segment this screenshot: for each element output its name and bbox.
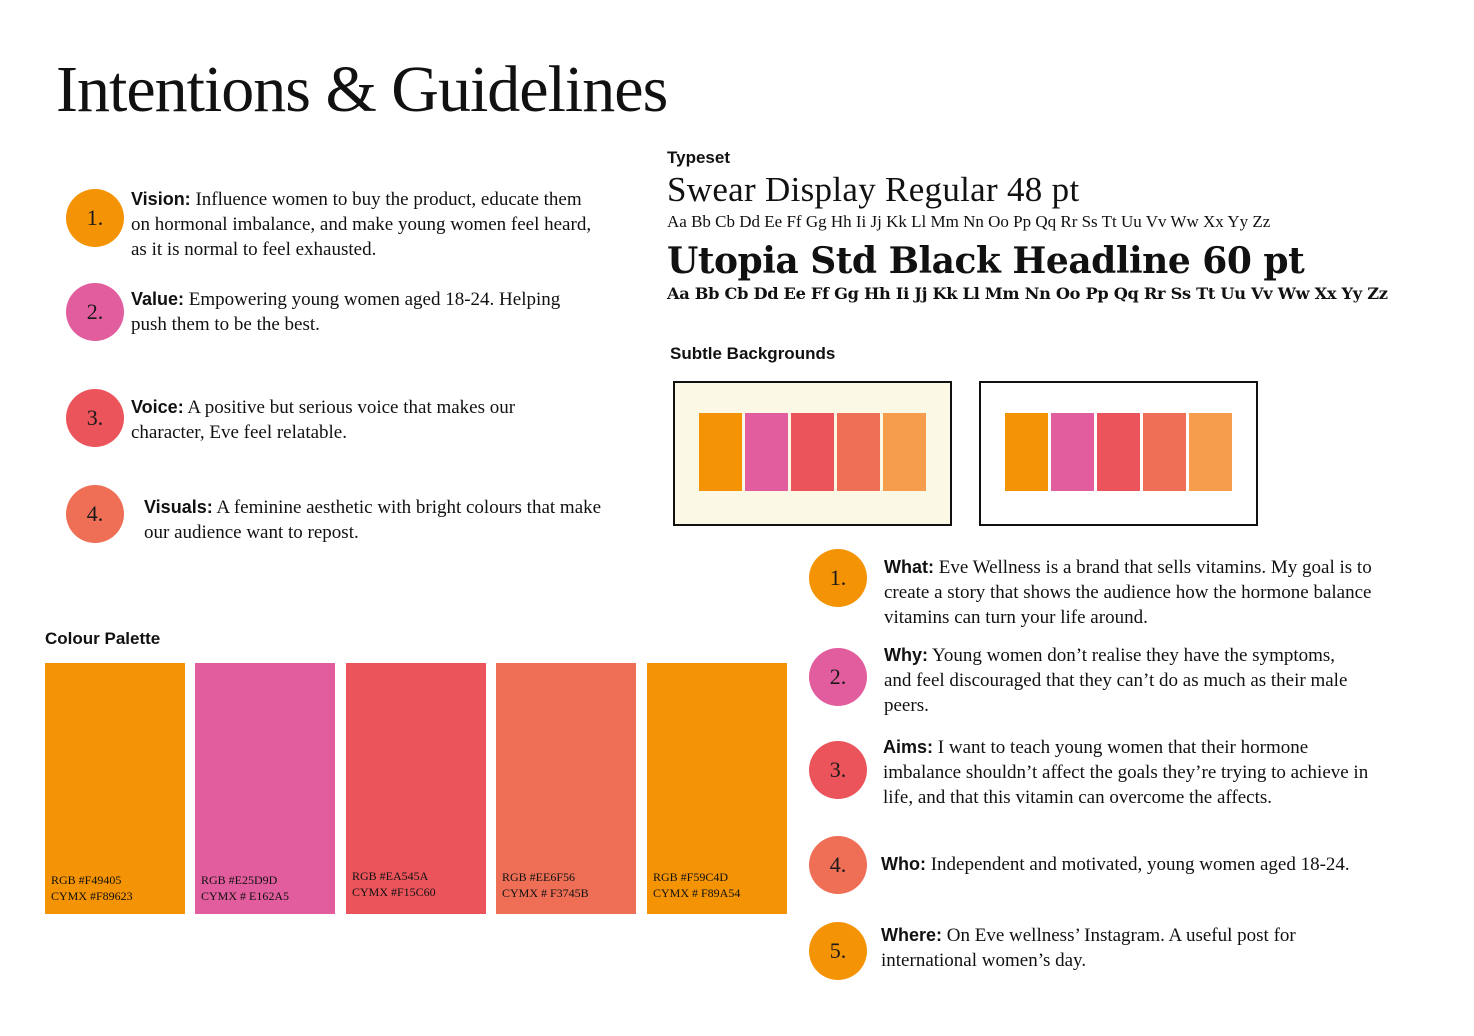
strip-orange (1005, 413, 1048, 491)
cream-background-sample (673, 381, 952, 526)
swatch-rgb: RGB #EE6F56 (502, 870, 576, 884)
brief-body: On Eve wellness’ Instagram. A useful post for international women’s day. (881, 925, 1296, 971)
swatch-orange (45, 663, 185, 914)
swatch-rgb: RGB #E25D9D (201, 873, 278, 887)
brief-why (884, 643, 1354, 718)
intention-body: A feminine aesthetic with bright colours that make our audience want to repost. (144, 497, 602, 543)
font2-alphabet: Aa Bb Cb Dd Ee Ff Gg Hh Ii Jj Kk Ll Mm Nn Oo Pp Qq Rr Ss Tt Uu Vv Ww Xx Yy Zz (667, 284, 1388, 303)
swatch-light-orange (647, 663, 787, 914)
swatch-cmyk: CYMX #F15C60 (352, 885, 436, 899)
backgrounds-heading: Subtle Backgrounds (670, 344, 836, 363)
swatch-cmyk: CYMX #F89623 (51, 889, 133, 903)
swatch-cmyk: CYMX # F89A54 (653, 886, 741, 900)
font2-sample: Utopia Std Black Headline 60 pt (667, 240, 1305, 282)
brief-aims (883, 735, 1373, 810)
intention-vision (131, 187, 601, 262)
intention-value (131, 287, 561, 337)
brief-number-5: 5. (809, 922, 867, 980)
swatch-cmyk: CYMX # F3745B (502, 886, 589, 900)
brief-what (884, 555, 1374, 630)
strip-pink (1051, 413, 1094, 491)
swatch-coral (496, 663, 636, 914)
swatch-cmyk: CYMX # E162A5 (201, 889, 290, 903)
palette-heading: Colour Palette (45, 629, 161, 648)
strip-red (791, 413, 834, 491)
brief-number-1: 1. (809, 549, 867, 607)
brief-body: I want to teach young women that their hormone imbalance shouldn’t affect the goals they’re trying to achieve in life, and that this vitamin can overcome the affects. (883, 737, 1369, 808)
brief-label: Aims: (883, 737, 934, 757)
swatch-rgb: RGB #F49405 (51, 873, 122, 887)
brief-body: Independent and motivated, young women aged 18-24. (925, 854, 1350, 875)
brief-number-3: 3. (809, 741, 867, 799)
brief-who (881, 852, 1361, 877)
white-background-sample (979, 381, 1258, 526)
brief-number-2: 2. (809, 648, 867, 706)
strip-orange (699, 413, 742, 491)
brief-number-4: 4. (809, 836, 867, 894)
strip-red (1097, 413, 1140, 491)
font1-sample: Swear Display Regular 48 pt (667, 170, 1080, 209)
intention-body: Influence women to buy the product, educate them on hormonal imbalance, and make young women feel heard, as it is normal to feel exhausted. (131, 189, 592, 260)
swatch-codes (352, 868, 436, 900)
brief-where (881, 923, 1351, 973)
intention-label: Value: (131, 289, 185, 309)
intention-number-4: 4. (66, 485, 124, 543)
intention-body: Empowering young women aged 18-24. Helping push them to be the best. (131, 289, 561, 335)
intention-label: Vision: (131, 189, 191, 209)
swatch-rgb: RGB #EA545A (352, 869, 429, 883)
intention-number-2: 2. (66, 283, 124, 341)
swatch-pink (195, 663, 335, 914)
brief-label: Who: (881, 854, 926, 874)
intention-number-1: 1. (66, 189, 124, 247)
typeset-heading: Typeset (667, 148, 730, 167)
brief-body: Eve Wellness is a brand that sells vitamins. My goal is to create a story that shows the audience how the hormone balance vitamins can turn your life around. (884, 557, 1372, 628)
font1-alphabet: Aa Bb Cb Dd Ee Ff Gg Hh Ii Jj Kk Ll Mm Nn Oo Pp Qq Rr Ss Tt Uu Vv Ww Xx Yy Zz (667, 212, 1271, 231)
intention-number-3: 3. (66, 389, 124, 447)
intention-label: Visuals: (144, 497, 213, 517)
strip-pink (745, 413, 788, 491)
brief-label: What: (884, 557, 934, 577)
page-title: Intentions & Guidelines (56, 53, 668, 126)
swatch-codes (502, 869, 589, 901)
strip-coral (837, 413, 880, 491)
intention-label: Voice: (131, 397, 184, 417)
swatch-codes (653, 869, 740, 901)
strip-coral (1143, 413, 1186, 491)
brief-label: Where: (881, 925, 943, 945)
swatch-rgb: RGB #F59C4D (653, 870, 729, 884)
intention-visuals (144, 495, 604, 545)
swatch-red (346, 663, 486, 914)
brief-body: Young women don’t realise they have the symptoms, and feel discouraged that they can’t do as much as their male peers. (884, 645, 1348, 716)
intention-body: A positive but serious voice that makes our character, Eve feel relatable. (131, 397, 516, 443)
swatch-codes (201, 872, 289, 904)
strip-light-orange (1189, 413, 1232, 491)
intention-voice (131, 395, 591, 445)
strip-light-orange (883, 413, 926, 491)
brief-label: Why: (884, 645, 928, 665)
swatch-codes (51, 872, 133, 904)
